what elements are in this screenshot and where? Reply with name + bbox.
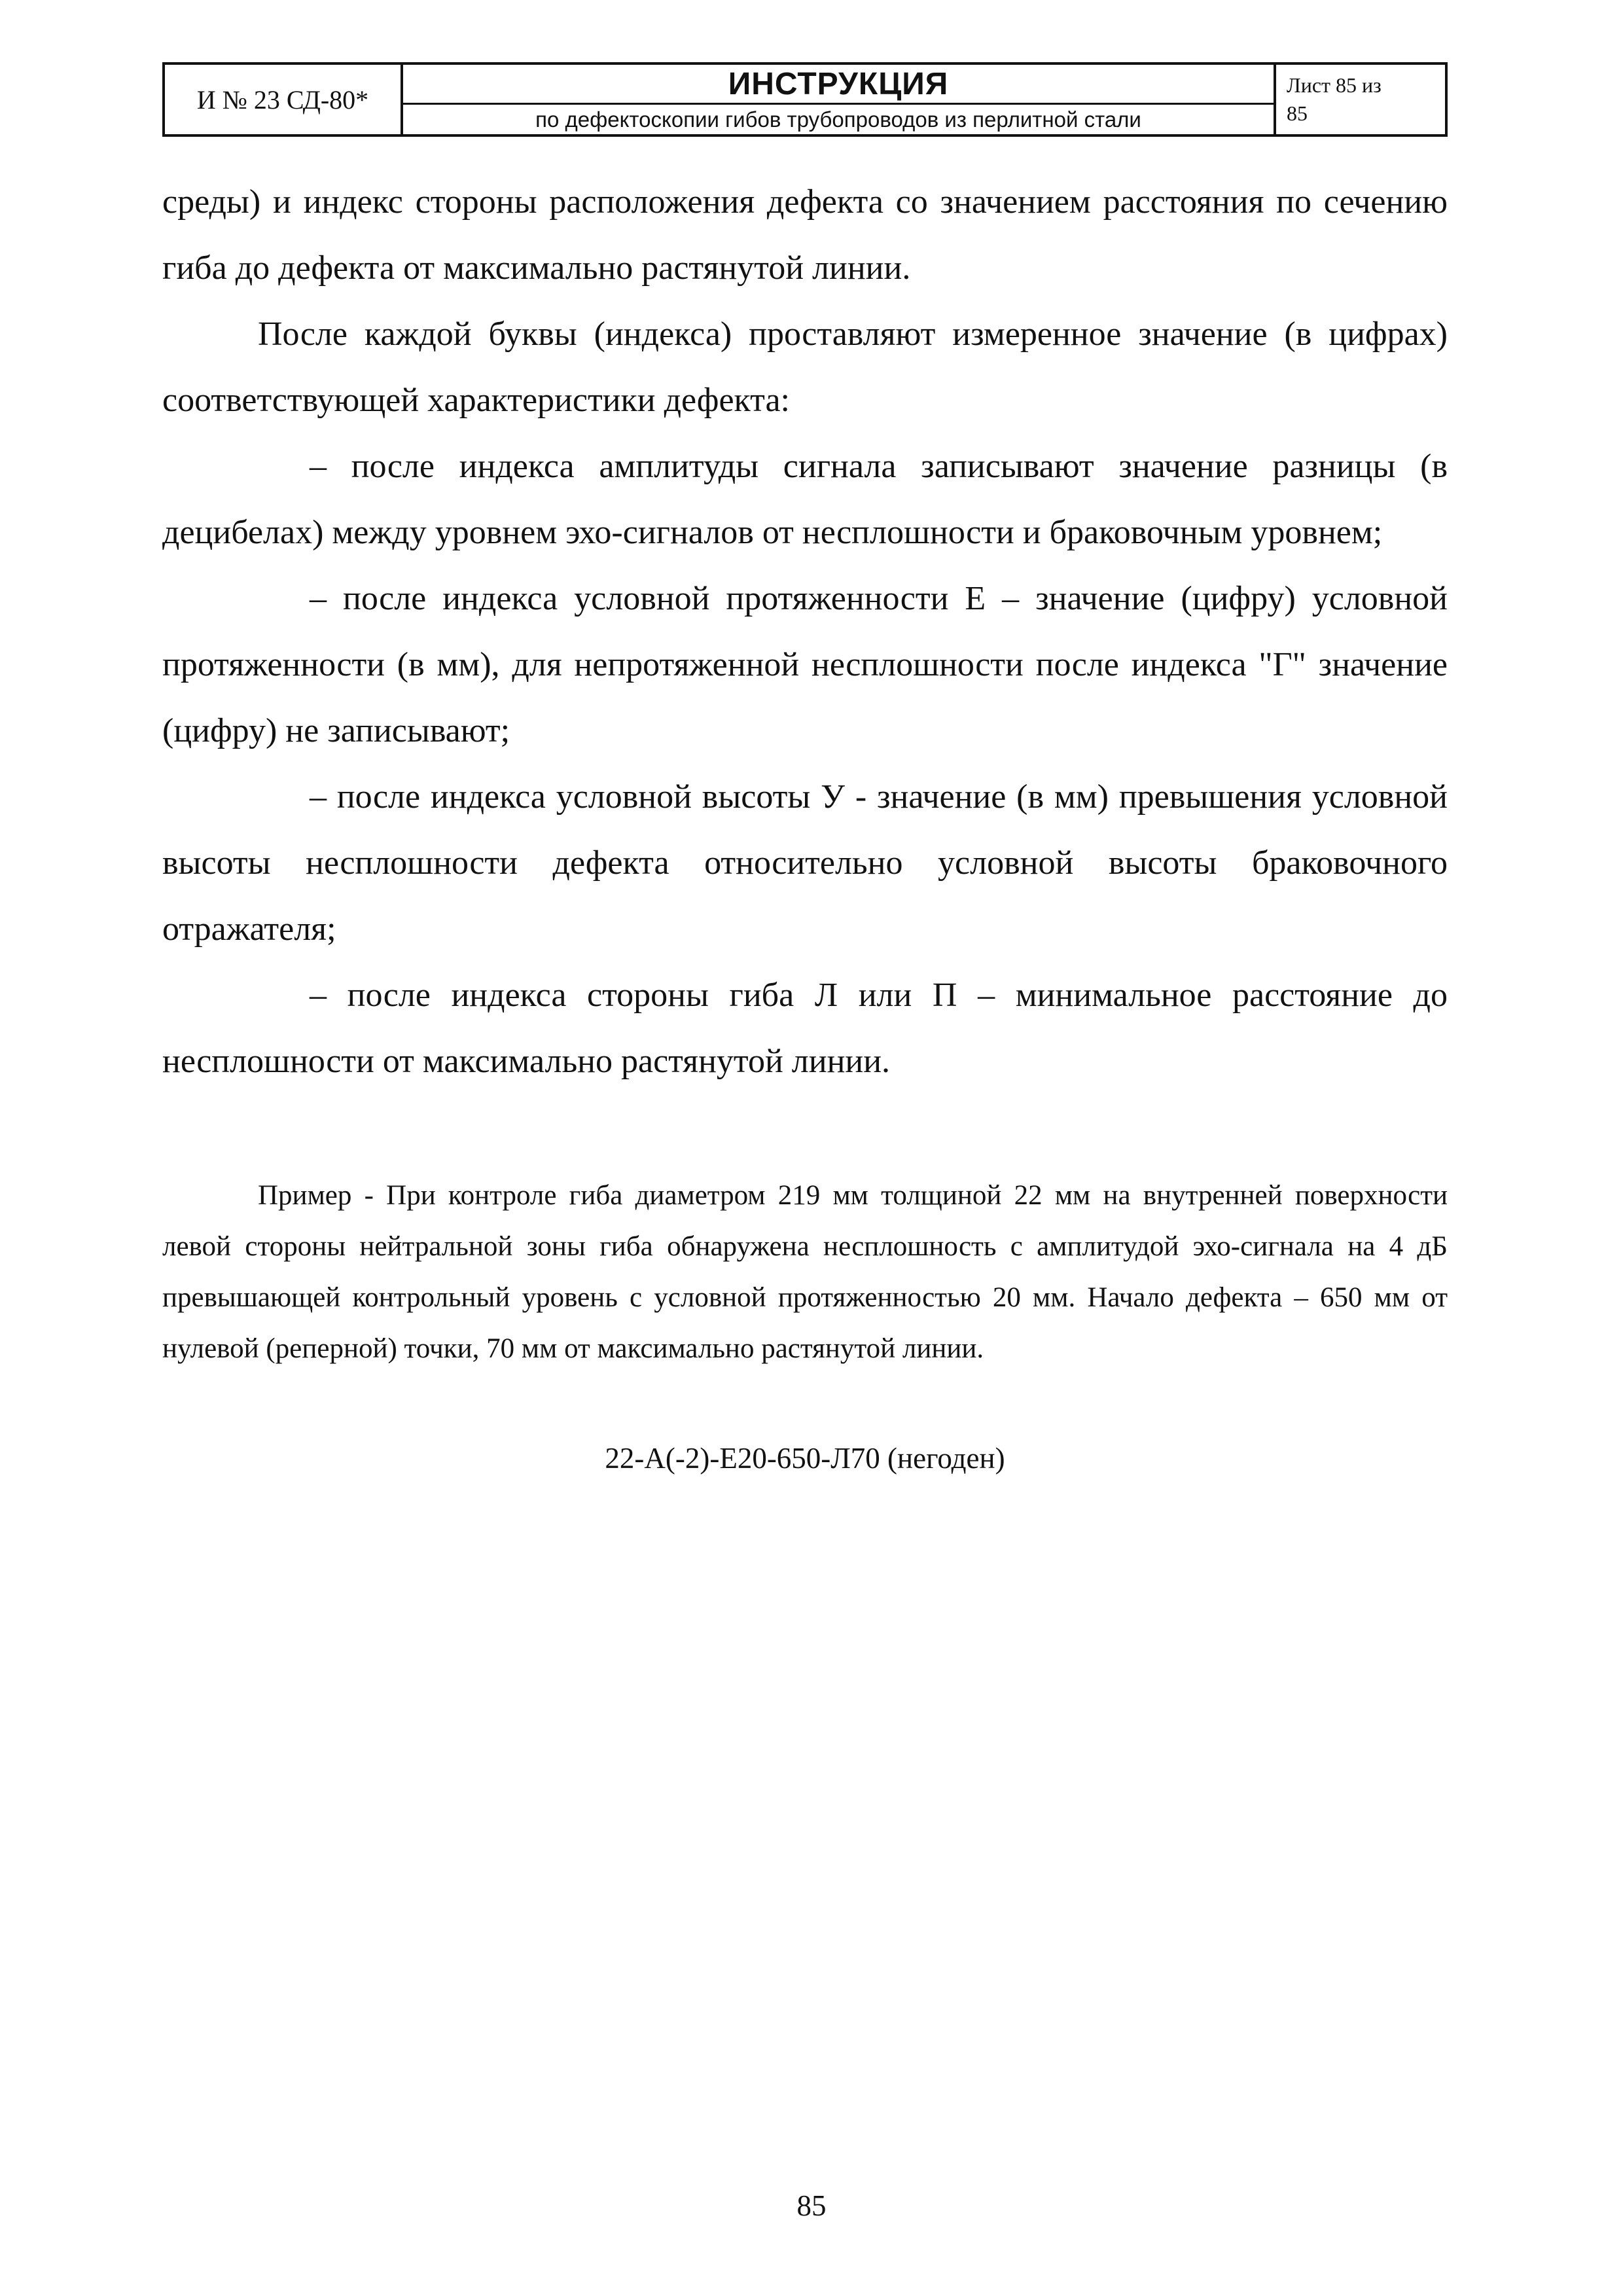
document-number: И № 23 СД-80* xyxy=(165,65,403,134)
sheet-info xyxy=(1276,65,1445,134)
list-item-side: – после индекса стороны гиба Л или П – минимальное расстояние до несплошности от максимально растянутой линии. xyxy=(162,977,1448,1080)
sheet-label: Лист 85 из xyxy=(1287,73,1382,97)
example-paragraph: Пример - При контроле гиба диаметром 219 мм толщиной 22 мм на внутренней поверхности левой стороны нейтральной зоны гиба обнаружена несплошность с амплитудой эхо-сигнала на 4 дБ превышающей контрольный уровень с условной протяженностью 20 мм. Начало дефекта – 650 мм от нулевой (реперной) точки, 70 мм от максимально растянутой линии. xyxy=(162,1180,1448,1364)
list-item-height: – после индекса условной высоты У - значение (в мм) превышения условной высоты несплошности дефекта относительно условной высоты браковочного отражателя; xyxy=(162,778,1448,948)
list-item-amplitude: – после индекса амплитуды сигнала записывают значение разницы (в децибелах) между уровнем эхо-сигналов от несплошности и браковочным уровнем; xyxy=(162,448,1448,551)
paragraph-index-values: После каждой буквы (индекса) проставляют измеренное значение (в цифрах) соответствующей характеристики дефекта: xyxy=(162,315,1448,419)
document-subtitle: по дефектоскопии гибов трубопроводов из перлитной стали xyxy=(535,107,1141,132)
paragraph-continuation: среды) и индекс стороны расположения дефекта со значением расстояния по сечению гиба до дефекта от максимально растянутой линии. xyxy=(162,183,1448,287)
list-item-length: – после индекса условной протяженности Е – значение (цифру) условной протяженности (в мм), для непротяженной несплошности после индекса "Г" значение (цифру) не записывают; xyxy=(162,580,1448,749)
sheet-total: 85 xyxy=(1287,101,1308,125)
body-text xyxy=(162,169,1448,1094)
document-title: ИНСТРУКЦИЯ xyxy=(403,65,1274,105)
header-title-block xyxy=(403,65,1276,134)
header-table xyxy=(162,62,1448,137)
page-number: 85 xyxy=(796,2189,827,2222)
example-formula: 22-А(-2)-Е20-650-Л70 (негоден) xyxy=(605,1442,1005,1475)
